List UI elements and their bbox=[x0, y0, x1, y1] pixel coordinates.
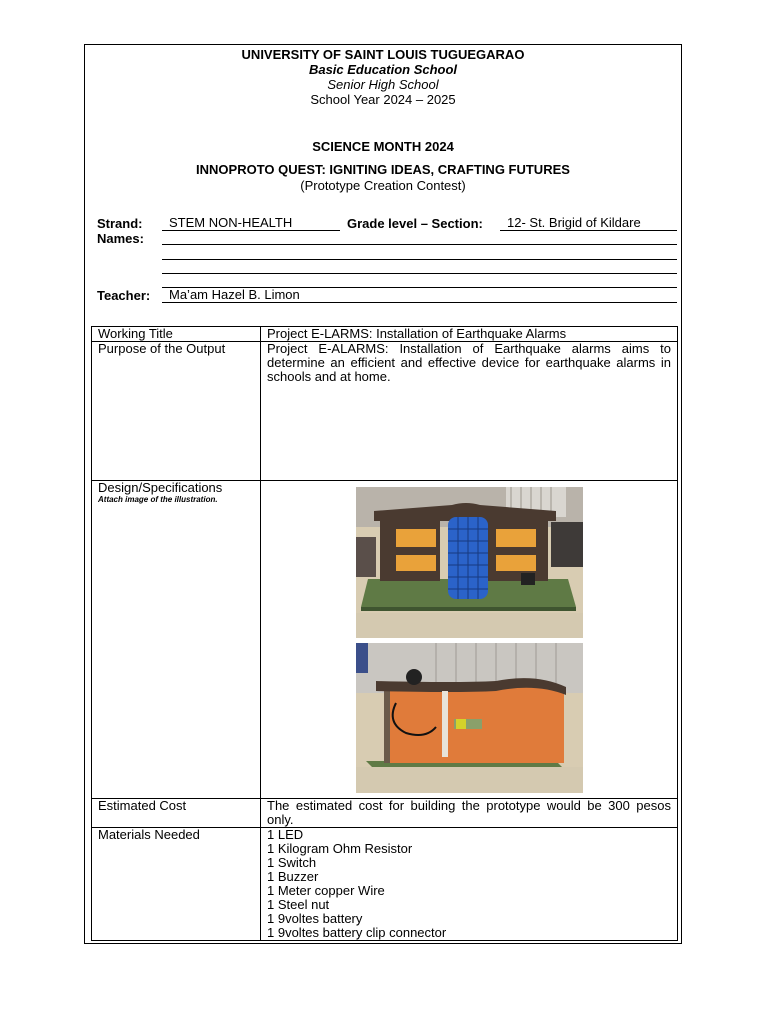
materials-list bbox=[267, 828, 671, 940]
table-row bbox=[92, 327, 678, 342]
grade-underline bbox=[500, 230, 677, 231]
cost-label: Estimated Cost bbox=[92, 799, 261, 828]
contest-theme: INNOPROTO QUEST: IGNITING IDEAS, CRAFTING FUTURES bbox=[196, 162, 570, 177]
teacher-underline bbox=[162, 302, 677, 303]
strand-value: STEM NON-HEALTH bbox=[169, 215, 293, 230]
university-name: UNIVERSITY OF SAINT LOUIS TUGUEGARAO bbox=[241, 47, 525, 62]
design-note: Attach image of the illustration. bbox=[98, 495, 218, 504]
grade-label: Grade level – Section: bbox=[347, 216, 483, 231]
working-title-value: Project E-LARMS: Installation of Earthquake Alarms bbox=[261, 327, 678, 342]
cost-value: The estimated cost for building the prototype would be 300 pesos only. bbox=[261, 799, 678, 828]
project-info-table bbox=[91, 326, 678, 941]
materials-label: Materials Needed bbox=[92, 828, 261, 941]
names-line-3 bbox=[162, 273, 677, 274]
list-item: 1 Steel nut bbox=[267, 897, 330, 912]
prototype-front-photo bbox=[356, 487, 583, 638]
contest-subtitle: (Prototype Creation Contest) bbox=[300, 178, 466, 193]
event-title: SCIENCE MONTH 2024 bbox=[312, 139, 454, 154]
design-label: Design/Specifications bbox=[98, 480, 223, 495]
purpose-value: Project E-ALARMS: Installation of Earthquake alarms aims to determine an efficient and effective device for earthquake alarms in schools and at home. bbox=[261, 342, 678, 481]
table-row bbox=[92, 799, 678, 828]
school-year: School Year 2024 – 2025 bbox=[310, 92, 456, 107]
table-row bbox=[92, 342, 678, 481]
list-item: 1 9voltes battery bbox=[267, 911, 363, 926]
list-item: 1 9voltes battery clip connector bbox=[267, 925, 447, 940]
names-label: Names: bbox=[97, 231, 144, 246]
list-item: 1 Meter copper Wire bbox=[267, 883, 385, 898]
list-item: 1 Buzzer bbox=[267, 869, 319, 884]
list-item: 1 Switch bbox=[267, 855, 317, 870]
school-name: Basic Education School bbox=[308, 62, 458, 77]
teacher-label: Teacher: bbox=[97, 288, 151, 303]
strand-label: Strand: bbox=[97, 216, 143, 231]
materials-cell bbox=[261, 828, 678, 941]
strand-underline bbox=[162, 230, 340, 231]
table-row bbox=[92, 481, 678, 799]
design-images bbox=[261, 481, 678, 799]
names-line-1 bbox=[162, 244, 677, 245]
teacher-value: Ma’am Hazel B. Limon bbox=[169, 287, 300, 302]
working-title-label: Working Title bbox=[92, 327, 261, 342]
design-cell bbox=[92, 481, 261, 799]
names-line-2 bbox=[162, 259, 677, 260]
department-name: Senior High School bbox=[327, 77, 439, 92]
grade-value: 12- St. Brigid of Kildare bbox=[507, 215, 641, 230]
list-item: 1 Kilogram Ohm Resistor bbox=[267, 841, 413, 856]
table-row bbox=[92, 828, 678, 941]
prototype-back-photo bbox=[356, 643, 583, 793]
list-item: 1 LED bbox=[267, 827, 304, 842]
document-page bbox=[84, 44, 682, 944]
purpose-label: Purpose of the Output bbox=[92, 342, 261, 481]
